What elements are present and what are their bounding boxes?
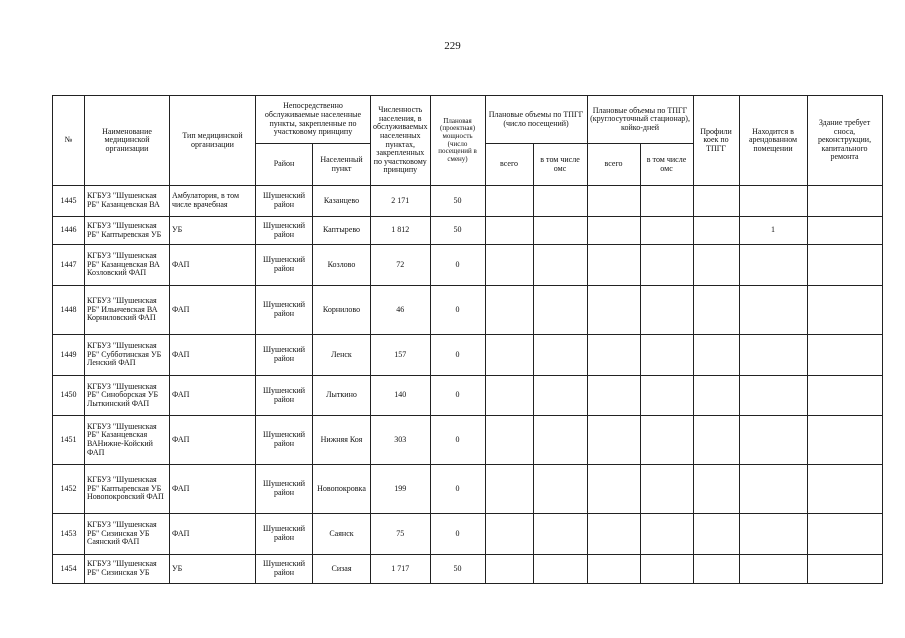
- row-capacity: 0: [430, 416, 485, 465]
- row-district: Шушенский район: [256, 217, 313, 245]
- row-leased: [739, 186, 807, 217]
- row-num: 1452: [53, 465, 85, 514]
- row-population: 303: [371, 416, 431, 465]
- row-capacity: 0: [430, 514, 485, 555]
- row-type: ФАП: [170, 514, 256, 555]
- row-district: Шушенский район: [256, 286, 313, 335]
- row-population: 199: [371, 465, 431, 514]
- row-district: Шушенский район: [256, 245, 313, 286]
- row-type: УБ: [170, 217, 256, 245]
- row-type: ФАП: [170, 335, 256, 376]
- row-type: ФАП: [170, 416, 256, 465]
- row-locality: Казанцево: [313, 186, 371, 217]
- table-row: [53, 376, 883, 416]
- row-leased: [739, 335, 807, 376]
- row-org: КГБУЗ "Шушенская РБ" Каптыревская УБ: [85, 217, 170, 245]
- row-num: 1448: [53, 286, 85, 335]
- table-row: [53, 465, 883, 514]
- row-district: Шушенский район: [256, 465, 313, 514]
- table-row: [53, 514, 883, 555]
- row-org: КГБУЗ "Шушенская РБ" Ильичевская ВА Корниловский ФАП: [85, 286, 170, 335]
- row-population: 140: [371, 376, 431, 416]
- header-org-type: Тип медицинской организации: [170, 96, 256, 186]
- row-leased: [739, 245, 807, 286]
- table-row: [53, 555, 883, 584]
- table-row: [53, 186, 883, 217]
- header-needs-rebuild: Здание требует сноса, реконструкции, капитального ремонта: [807, 96, 882, 186]
- header-plan-visits: Плановые объемы по ТПГГ (число посещений): [485, 96, 587, 144]
- row-population: 1 812: [371, 217, 431, 245]
- row-num: 1451: [53, 416, 85, 465]
- header-population: Численность населения, в обслуживаемых населенных пунктах, закрепленных по участковому принципу: [371, 96, 431, 186]
- table-row: [53, 245, 883, 286]
- row-locality: Сизая: [313, 555, 371, 584]
- row-capacity: 50: [430, 186, 485, 217]
- row-district: Шушенский район: [256, 376, 313, 416]
- row-district: Шушенский район: [256, 335, 313, 376]
- header-num: №: [53, 96, 85, 186]
- row-population: 2 171: [371, 186, 431, 217]
- row-num: 1453: [53, 514, 85, 555]
- row-leased: [739, 286, 807, 335]
- row-org: КГБУЗ "Шушенская РБ" Казанцевская ВА: [85, 186, 170, 217]
- row-district: Шушенский район: [256, 416, 313, 465]
- row-org: КГБУЗ "Шушенская РБ" Синоборская УБ Лыткинский ФАП: [85, 376, 170, 416]
- row-locality: Лыткино: [313, 376, 371, 416]
- row-population: 72: [371, 245, 431, 286]
- row-capacity: 0: [430, 286, 485, 335]
- row-org: КГБУЗ "Шушенская РБ" Сизинская УБ: [85, 555, 170, 584]
- row-locality: Каптырево: [313, 217, 371, 245]
- row-capacity: 0: [430, 245, 485, 286]
- row-type: УБ: [170, 555, 256, 584]
- row-num: 1449: [53, 335, 85, 376]
- row-num: 1454: [53, 555, 85, 584]
- row-org: КГБУЗ "Шушенская РБ" Казанцевская ВА Козловский ФАП: [85, 245, 170, 286]
- row-capacity: 50: [430, 217, 485, 245]
- header-org-name: Наименование медицинской организации: [85, 96, 170, 186]
- row-type: ФАП: [170, 286, 256, 335]
- row-locality: Козлово: [313, 245, 371, 286]
- row-type: ФАП: [170, 376, 256, 416]
- header-district: Район: [256, 144, 313, 186]
- row-capacity: 50: [430, 555, 485, 584]
- row-org: КГБУЗ "Шушенская РБ" Казанцевская ВАНижне-Койский ФАП: [85, 416, 170, 465]
- row-type: Амбулатория, в том числе врачебная: [170, 186, 256, 217]
- table-row: [53, 217, 883, 245]
- row-num: 1447: [53, 245, 85, 286]
- row-capacity: 0: [430, 465, 485, 514]
- row-population: 157: [371, 335, 431, 376]
- header-direct-served: Непосредственно обслуживаемые населенные пункты, закрепленные по участковому принципу: [256, 96, 371, 144]
- table-row: [53, 416, 883, 465]
- row-num: 1450: [53, 376, 85, 416]
- header-visits-oms: в том числе омс: [533, 144, 587, 186]
- row-leased: [739, 465, 807, 514]
- row-num: 1445: [53, 186, 85, 217]
- header-capacity: Плановая (проектная) мощность (число посещений в смену): [430, 96, 485, 186]
- table-row: [53, 286, 883, 335]
- row-population: 1 717: [371, 555, 431, 584]
- row-district: Шушенский район: [256, 555, 313, 584]
- table-row: [53, 335, 883, 376]
- page-number: 229: [444, 40, 461, 52]
- row-leased: [739, 514, 807, 555]
- row-district: Шушенский район: [256, 514, 313, 555]
- header-visits-total: всего: [485, 144, 533, 186]
- row-capacity: 0: [430, 335, 485, 376]
- row-leased: [739, 416, 807, 465]
- header-beds-total: всего: [587, 144, 640, 186]
- row-org: КГБУЗ "Шушенская РБ" Каптыревская УБ Новопокровский ФАП: [85, 465, 170, 514]
- row-locality: Корнилово: [313, 286, 371, 335]
- row-population: 75: [371, 514, 431, 555]
- row-org: КГБУЗ "Шушенская РБ" Сизинская УБ Саянский ФАП: [85, 514, 170, 555]
- row-org: КГБУЗ "Шушенская РБ" Субботинская УБ Ленский ФАП: [85, 335, 170, 376]
- row-leased: [739, 555, 807, 584]
- row-type: ФАП: [170, 245, 256, 286]
- header-locality: Населенный пункт: [313, 144, 371, 186]
- row-locality: Новопокровка: [313, 465, 371, 514]
- header-beds-profile: Профили коек по ТПГГ: [693, 96, 739, 186]
- row-type: ФАП: [170, 465, 256, 514]
- row-locality: Саянск: [313, 514, 371, 555]
- header-leased: Находится в арендованном помещении: [739, 96, 807, 186]
- row-district: Шушенский район: [256, 186, 313, 217]
- row-num: 1446: [53, 217, 85, 245]
- row-leased: 1: [739, 217, 807, 245]
- header-plan-beds: Плановые объемы по ТПГГ (круглосуточный стационар), койко-дней: [587, 96, 693, 144]
- header-beds-oms: в том числе омс: [640, 144, 693, 186]
- row-capacity: 0: [430, 376, 485, 416]
- row-population: 46: [371, 286, 431, 335]
- row-locality: Ленск: [313, 335, 371, 376]
- row-leased: [739, 376, 807, 416]
- facilities-table: [52, 95, 883, 584]
- row-locality: Нижняя Коя: [313, 416, 371, 465]
